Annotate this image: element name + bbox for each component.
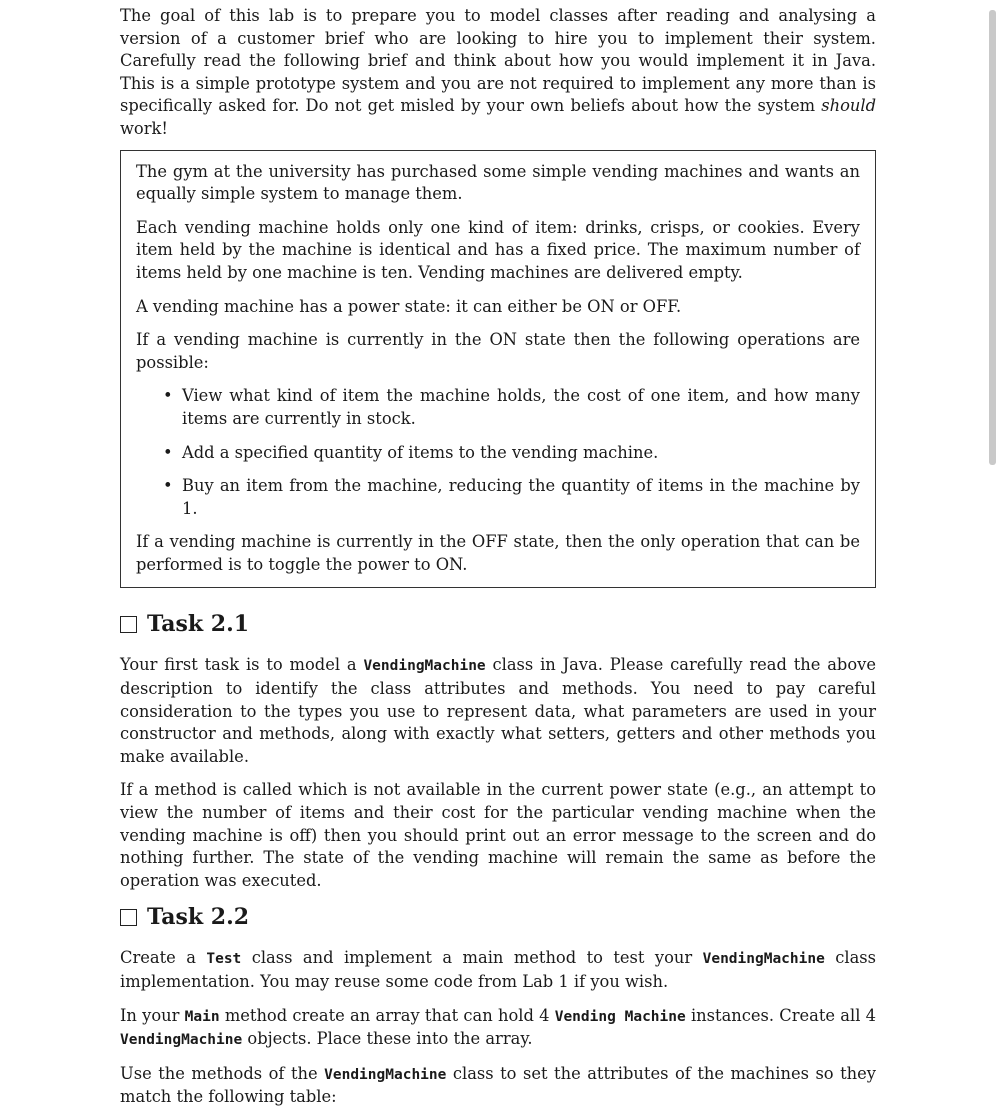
task-2-2-paragraph-2 bbox=[120, 1005, 876, 1052]
code-test: Test bbox=[206, 951, 242, 968]
list-item bbox=[163, 475, 860, 520]
list-item-text: Add a specified quantity of items to the vending machine. bbox=[182, 442, 659, 462]
task-2-2-title: Task 2.2 bbox=[147, 904, 250, 931]
code-vendingmachine: VendingMachine bbox=[324, 1066, 447, 1083]
text: class in Java. Please carefully read the above description to identify the class attributes and methods. You need to pay careful consideration to the types you use to represent data, what parameters are used in your constructor and methods, along with exactly what setters, getters and other methods you make available. bbox=[120, 655, 876, 766]
list-item bbox=[163, 442, 860, 465]
code-vendingmachine: VendingMachine bbox=[363, 658, 486, 675]
scrollbar[interactable] bbox=[989, 10, 996, 465]
task-2-1-heading bbox=[120, 610, 876, 638]
task-2-1-paragraph-1 bbox=[120, 654, 876, 768]
intro-paragraph bbox=[120, 5, 876, 141]
text: Use the methods of the bbox=[120, 1063, 325, 1083]
operations-list bbox=[136, 385, 860, 520]
list-item bbox=[163, 385, 860, 430]
task-2-1-title: Task 2.1 bbox=[147, 611, 250, 638]
text: instances. Create all 4 bbox=[685, 1005, 876, 1025]
customer-brief-box bbox=[120, 150, 876, 589]
task-2-2-paragraph-1 bbox=[120, 947, 876, 993]
checkbox-icon[interactable] bbox=[120, 909, 137, 926]
text: class to set the attributes of the machines so they match the following table: bbox=[120, 1063, 876, 1107]
code-main: Main bbox=[184, 1008, 220, 1025]
task-2-2-paragraph-3 bbox=[120, 1063, 876, 1109]
list-item-text: Buy an item from the machine, reducing the quantity of items in the machine by 1. bbox=[182, 476, 860, 518]
checkbox-icon[interactable] bbox=[120, 616, 137, 633]
document-page bbox=[120, 5, 876, 1120]
text: objects. Place these into the array. bbox=[242, 1029, 533, 1049]
bullet-icon: • bbox=[163, 386, 173, 406]
intro-text-end: work! bbox=[120, 118, 168, 138]
text: method create an array that can hold 4 bbox=[219, 1005, 555, 1025]
task-2-1-paragraph-2: If a method is called which is not available in the current power state (e.g., an attempt to view the number of items and their cost for the particular vending machine when the vending machine is off) then you should print out an error message to the screen and do nothing further. The state of the vending machine will remain the same as before the operation was executed. bbox=[120, 780, 876, 890]
brief-paragraph-5: If a vending machine is currently in the OFF state, then the only operation that can be performed is to toggle the power to ON. bbox=[136, 532, 860, 574]
brief-paragraph-1: The gym at the university has purchased some simple vending machines and wants an equally simple system to manage them. bbox=[136, 161, 860, 204]
code-vendingmachine: VendingMachine bbox=[120, 1032, 243, 1049]
bullet-icon: • bbox=[163, 476, 173, 496]
brief-paragraph-2: Each vending machine holds only one kind of item: drinks, crisps, or cookies. Every item held by the machine is identical and has a fixed price. The maximum number of items held by one machine is ten. Vending machines are delivered empty. bbox=[136, 217, 860, 282]
code-vendingmachine: VendingMachine bbox=[702, 951, 825, 968]
brief-paragraph-4: If a vending machine is currently in the ON state then the following operations are possible: bbox=[136, 330, 860, 372]
brief-paragraph-3: A vending machine has a power state: it can either be ON or OFF. bbox=[136, 296, 682, 316]
list-item-text: View what kind of item the machine holds, the cost of one item, and how many items are currently in stock. bbox=[182, 386, 860, 428]
text: Your first task is to model a bbox=[120, 655, 364, 675]
bullet-icon: • bbox=[163, 442, 173, 462]
text: class implementation. You may reuse some code from Lab 1 if you wish. bbox=[120, 948, 877, 991]
task-2-1-section bbox=[120, 610, 876, 892]
text: Create a bbox=[120, 948, 207, 968]
task-2-2-section bbox=[120, 903, 876, 1109]
intro-text: The goal of this lab is to prepare you to model classes after reading and analysing a version of a customer brief who are looking to hire you to implement their system. Carefully read the following brief and think about how you would implement it in Java. This is a simple prototype system and you are not required to implement any more than is specifically asked for. Do not get misled by your own beliefs about how the system bbox=[120, 6, 876, 116]
text: In your bbox=[120, 1005, 185, 1025]
intro-emphasis: should bbox=[821, 96, 876, 116]
task-2-2-heading bbox=[120, 903, 876, 931]
code-vending-machine: Vending Machine bbox=[554, 1008, 686, 1025]
text: class and implement a main method to test your bbox=[241, 948, 703, 968]
